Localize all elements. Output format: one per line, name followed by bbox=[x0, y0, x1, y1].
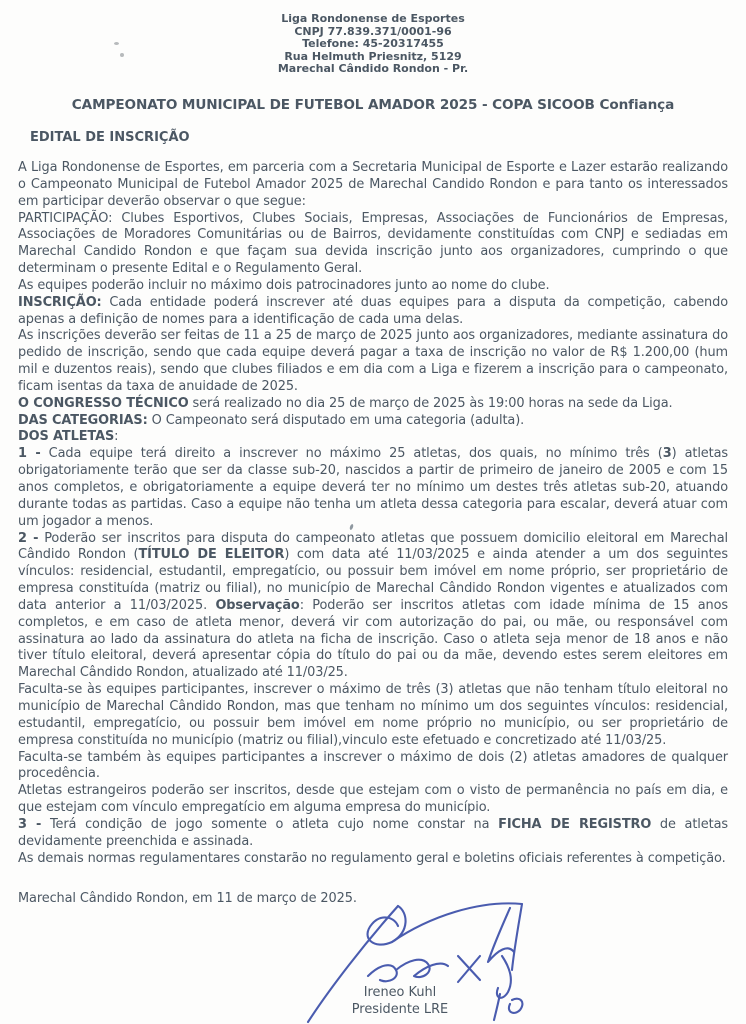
letterhead bbox=[0, 0, 746, 76]
paragraph: Atletas estrangeiros poderão ser inscritos, desde que estejam com o visto de permanência no país em dia, e que estejam com vínculo empregatício em alguma empresa do município. bbox=[18, 783, 728, 816]
paragraph: DAS CATEGORIAS: O Campeonato será disputado em uma categoria (adulta). bbox=[18, 412, 525, 428]
paragraph: DOS ATLETAS: bbox=[18, 429, 119, 445]
document-subtitle: EDITAL DE INSCRIÇÃO bbox=[30, 129, 190, 145]
paragraph: A Liga Rondonense de Esportes, em parceria com a Secretaria Municipal de Esporte e Lazer estarão realizando o Campeonato Municipal de Futebol Amador 2025 de Marechal Candido Rondon e para tanto os interessados em participar deverão observar o que segue: bbox=[18, 159, 728, 209]
signer-name: Ireneo Kuhl bbox=[363, 985, 437, 1000]
paragraph: As demais normas regulamentares constarão no regulamento geral e boletins oficiais referentes à competição. bbox=[18, 850, 726, 866]
paragraph: PARTICIPAÇÃO: Clubes Esportivos, Clubes Sociais, Empresas, Associações de Funcionários de Empresas, Associações de Moradores Comunitárias ou de Bairros, devidamente constituídas com CNPJ e sediadas em Marechal Candido Rondon e que façam sua devida inscrição junto aos organizadores, cumprindo o que determinam o presente Edital e o Regulamento Geral. bbox=[18, 210, 728, 277]
signature-stroke bbox=[488, 908, 514, 962]
paragraph: O CONGRESSO TÉCNICO será realizado no dia 25 de março de 2025 às 19:00 horas na sede da Liga. bbox=[18, 395, 673, 411]
signature-stroke bbox=[458, 956, 480, 982]
org-address: Rua Helmuth Priesnitz, 5129 bbox=[284, 49, 462, 63]
signature-block bbox=[295, 984, 505, 1018]
signature-stroke bbox=[512, 904, 522, 970]
paragraph: As equipes poderão incluir no máximo dois patrocinadores junto ao nome do clube. bbox=[18, 277, 550, 293]
scan-artifact-speck bbox=[120, 53, 124, 57]
document-title: CAMPEONATO MUNICIPAL DE FUTEBOL AMADOR 2025 - COPA SICOOB Confiança bbox=[71, 96, 675, 113]
signature-stroke bbox=[396, 960, 448, 977]
org-city: Marechal Cândido Rondon - Pr. bbox=[277, 62, 469, 76]
paragraph: Faculta-se às equipes participantes, inscrever o máximo de três (3) atletas que não tenham título eleitoral no município de Marechal Cândido Rondon, mas que tenham no mínimo um dos seguintes vínculos: residencial, estudantil, empregatício, ou possuir bem imóvel em nome próprio no município, ou ser proprietário de empresa constituída no município (matriz ou filial),vinculo este efetuado e concretizado até 11/03/25. bbox=[18, 682, 728, 748]
paragraph: 1 - Cada equipe terá direito a inscrever no máximo 25 atletas, dos quais, no mínimo três (3) atletas obrigatoriamente terão que ser da classe sub-20, nascidos a partir de primeiro de janeiro de 2005 e com 15 anos completos, e obrigatoriamente a equipe deverá ter no mínimo um destes três atletas sub-20, atuando durante todas as partidas. Caso a equipe não tenha um atleta dessa categoria para escalar, deverá atuar com um jogador a menos. bbox=[18, 446, 729, 529]
paragraph: As inscrições deverão ser feitas de 11 a 25 de março de 2025 junto aos organizadores, mediante assinatura do pedido de inscrição, sendo que cada equipe deverá pagar a taxa de inscrição no valor de R$ 1.200,00 (hum mil e duzentos reais), sendo que clubes filiados e em dia com a Liga e fizerem a inscrição para o campeonato, ficam isentas da taxa de anuidade de 2025. bbox=[18, 328, 728, 394]
paragraph: INSCRIÇÃO: Cada entidade poderá inscrever até duas equipes para a disputa da competição, cabendo apenas a definição de nomes para a identificação de cada uma delas. bbox=[18, 294, 728, 327]
org-cnpj: CNPJ 77.839.371/0001-96 bbox=[294, 24, 452, 38]
signature-stroke bbox=[368, 965, 397, 981]
signature-stroke bbox=[509, 999, 523, 1013]
scan-artifact-speck bbox=[114, 42, 119, 45]
date-line: Marechal Cândido Rondon, em 11 de março de 2025. bbox=[18, 891, 357, 907]
signer-title: Presidente LRE bbox=[351, 1002, 449, 1017]
paragraph: 2 - Poderão ser inscritos para disputa do campeonato atletas que possuem domicilio eleitoral em Marechal Cândido Rondon (TÍTULO DE ELEITOR) com data até 11/03/2025 e ainda atender a um dos seguintes vínculos: residencial, estudantil, empregatício, ou possuir bem imóvel em nome próprio, ser proprietário de empresa constituída (matriz ou filial), no município de Marechal Cândido Rondon vigentes e atualizados com data anterior a 11/03/2025. Observação: Poderão ser inscritos atletas com idade mínima de 15 anos completos, e em caso de atleta menor, deverá vir com autorização do pai, ou mãe, ou responsável com assinatura ao lado da assinatura do atleta na ficha de inscrição. Caso o atleta seja menor de 18 anos e não tiver título eleitoral, deverá apresentar cópia do título do pai ou da mãe, devendo estes serem eleitores em Marechal Cândido Rondon, atualizado até 11/03/25. bbox=[18, 530, 728, 681]
document-body bbox=[18, 160, 728, 867]
paragraph: Faculta-se também às equipes participantes a inscrever o máximo de dois (2) atletas amadores de qualquer procedência. bbox=[18, 749, 728, 782]
paragraph: 3 - Terá condição de jogo somente o atleta cujo nome constar na FICHA DE REGISTRO de atletas devidamente preenchida e assinada. bbox=[18, 816, 728, 849]
signature-stroke bbox=[368, 906, 406, 945]
org-name: Liga Rondonense de Esportes bbox=[281, 12, 465, 25]
org-phone: Telefone: 45-20317455 bbox=[302, 37, 444, 51]
